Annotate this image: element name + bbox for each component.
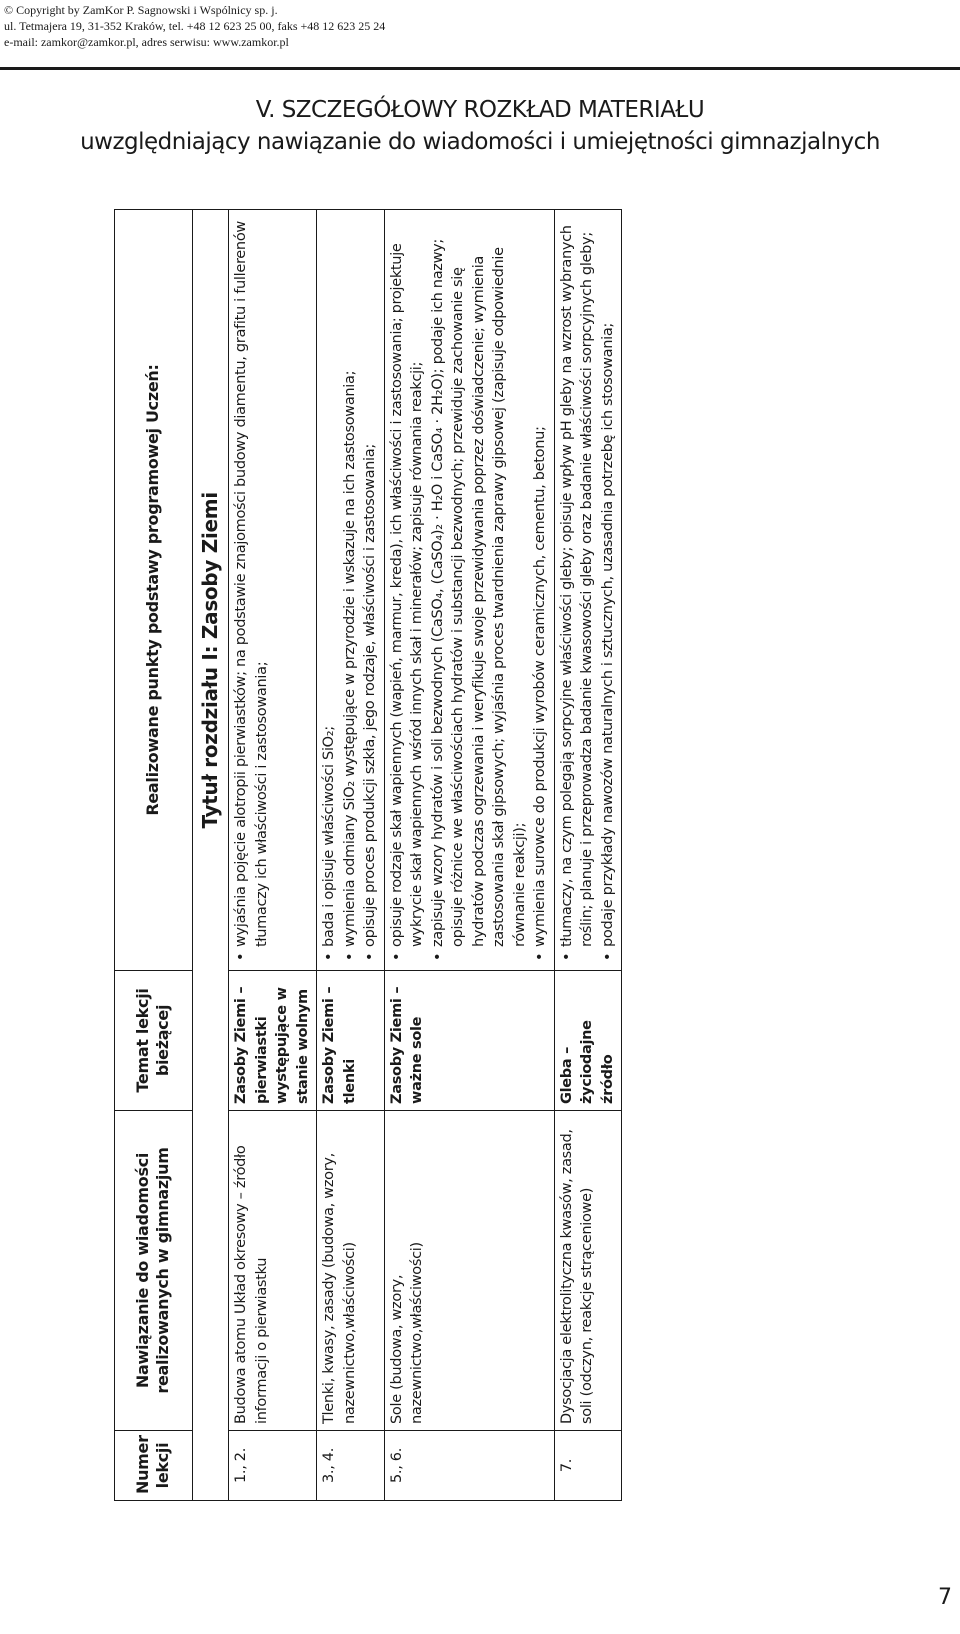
header-divider [0,67,960,70]
header-lesson-number: Numer lekcji [115,1431,193,1501]
gimnazjum-reference: Budowa atomu Układ okresowy – źródło informacji o pierwiastku [229,1111,317,1431]
section-title: Tytuł rozdziału I: Zasoby Ziemi [193,210,229,1111]
page-title [0,94,960,158]
title-line-1: V. SZCZEGÓŁOWY ROZKŁAD MATERIAŁU [255,97,705,123]
page-number: 7 [938,1585,952,1610]
title-line-2: uwzględniający nawiązanie do wiadomości i umiejętności gimnazjalnych [80,129,880,155]
requirement-item: • bada i opisuje właściwości SiO₂; [319,216,340,947]
copyright-line-2: ul. Tetmajera 19, 31-352 Kraków, tel. +48 12 623 25 00, faks +48 12 623 25 24 [4,19,386,33]
header-gimnazjum: Nawiązanie do wiadomości realizowanych w gimnazjum [115,1111,193,1431]
requirements-list [557,216,619,964]
gimnazjum-reference: Dysocjacja elektrolityczna kwasów, zasad, soli (odczyn, reakcje strąceniowe) [554,1111,622,1431]
requirements-cell [229,210,317,971]
section-row [193,210,229,1501]
header-topic: Temat lekcji bieżącej [115,971,193,1111]
table-header-row [115,210,193,1501]
requirement-item: • opisuje rodzaje skał wapiennych (wapień, marmur, kreda), ich właściwości i zastosowania; projektuje wykrycie skał wapiennych wśród innych skał i minerałów; zapisuje równania reakcji; [387,216,428,947]
copyright-notice [4,2,385,50]
requirement-item: • wymienia odmiany SiO₂ występujące w przyrodzie i wskazuje na ich zastosowania; [340,216,361,947]
gimnazjum-reference: Sole (budowa, wzory, nazewnictwo,właściwości) [384,1111,554,1431]
requirement-item: • zapisuje wzory hydratów i soli bezwodnych (CaSO₄, (CaSO₄)₂ · H₂O i CaSO₄ · 2H₂O); podaje ich nazwy; opisuje różnice we właściwościach hydratów i substancji bezwodnych; przewiduje zachowanie się hydratów podczas ogrzewania i weryfikuje swoje przewidywania poprzez doświadczenie; wymienia zastosowania skał gipsowych; wyjaśnia proces twardnienia zaprawy gipsowej (zapisuje odpowiednie równanie reakcji); [428,216,531,947]
lesson-table-container [114,209,849,1501]
lesson-topic: Zasoby Ziemi – ważne sole [384,971,554,1111]
gimnazjum-reference: Tlenki, kwasy, zasady (budowa, wzory, nazewnictwo,właściwości) [317,1111,385,1431]
lesson-topic: Gleba – życiodajne źródło [554,971,622,1111]
rotated-table [114,209,849,1501]
lesson-number: 3., 4. [317,1431,385,1501]
requirements-cell [384,210,554,971]
requirement-item: • wymienia surowce do produkcji wyrobów ceramicznych, cementu, betonu; [530,216,551,947]
table-row [229,210,317,1501]
lesson-plan-table [114,209,622,1501]
requirement-item: • podaje przykłady nawozów naturalnych i sztucznych, uzasadnia potrzebę ich stosowania; [598,216,619,947]
table-row [554,210,622,1501]
requirement-item: • opisuje proces produkcji szkła, jego rodzaje, właściwości i zastosowania; [360,216,381,947]
header-requirements: Realizowane punkty podstawy programowej Uczeń: [115,210,193,971]
copyright-line-1: © Copyright by ZamKor P. Sagnowski i Wspólnicy sp. j. [4,3,278,17]
lesson-topic: Zasoby Ziemi – pierwiastki występujące w stanie wolnym [229,971,317,1111]
section-blank-cell [193,1111,229,1431]
requirement-item: • tłumaczy, na czym polegają sorpcyjne właściwości gleby; opisuje wpływ pH gleby na wzrost wybranych roślin; planuje i przeprowadza badanie kwasowości gleby oraz badanie właściwości sorpcyjnych gleby; [557,216,598,947]
copyright-line-3: e-mail: zamkor@zamkor.pl, adres serwisu: www.zamkor.pl [4,35,289,49]
requirements-list [319,216,381,964]
table-row [317,210,385,1501]
table-row [384,210,554,1501]
lesson-number: 1., 2. [229,1431,317,1501]
lesson-number: 7. [554,1431,622,1501]
lesson-topic: Zasoby Ziemi – tlenki [317,971,385,1111]
requirement-item: • wyjaśnia pojęcie alotropii pierwiastków; na podstawie znajomości budowy diamentu, grafitu i fullerenów tłumaczy ich właściwości i zastosowania; [231,216,272,947]
requirements-list [387,216,551,964]
requirements-cell [317,210,385,971]
lesson-number: 5., 6. [384,1431,554,1501]
requirements-list [231,216,272,964]
section-blank-cell [193,1431,229,1501]
requirements-cell [554,210,622,971]
